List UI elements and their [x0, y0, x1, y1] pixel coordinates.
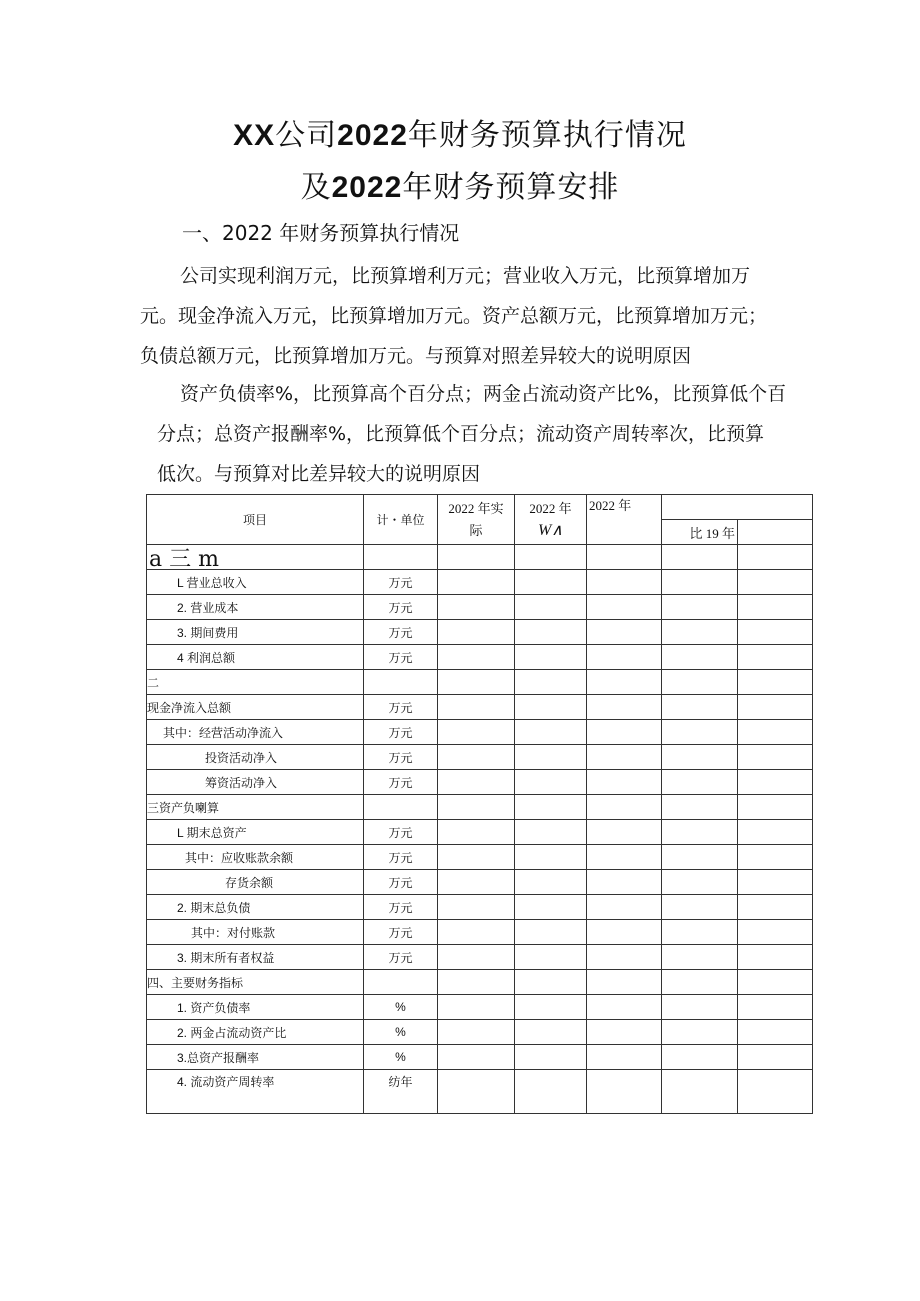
row-label: 其中：对付账款	[147, 920, 364, 945]
cell	[738, 720, 813, 745]
cell	[515, 1020, 587, 1045]
table-row	[147, 595, 813, 620]
paragraph-2-line-1: 资产负债率%，比预算高个百分点；两金占流动资产比%，比预算低个百	[180, 383, 787, 405]
cell	[438, 745, 515, 770]
table-row	[147, 945, 813, 970]
cell	[662, 570, 738, 595]
row-unit	[364, 795, 438, 820]
cell	[662, 870, 738, 895]
row-label: 其中：经营活动净流入	[147, 720, 364, 745]
row-unit: 万元	[364, 845, 438, 870]
cell	[515, 720, 587, 745]
cell	[587, 1070, 662, 1114]
cell	[438, 570, 515, 595]
row-unit: 万元	[364, 870, 438, 895]
row-label: 二	[147, 670, 364, 695]
row-label: 四、主要财务指标	[147, 970, 364, 995]
row-label: 1. 资产负债率	[147, 995, 364, 1020]
cell	[515, 595, 587, 620]
cell	[515, 770, 587, 795]
title2-prefix: 及	[300, 170, 332, 205]
cell	[515, 1045, 587, 1070]
table-row	[147, 720, 813, 745]
table-row	[147, 920, 813, 945]
cell	[438, 670, 515, 695]
header-actual	[438, 495, 515, 545]
cell	[738, 770, 813, 795]
row-unit: %	[364, 1020, 438, 1045]
cell	[738, 1020, 813, 1045]
header-actual-line-2: 际	[469, 522, 483, 538]
cell	[515, 795, 587, 820]
cell	[662, 695, 738, 720]
table-row	[147, 695, 813, 720]
row-unit: 万元	[364, 570, 438, 595]
cell	[662, 645, 738, 670]
cell	[587, 670, 662, 695]
cell	[515, 970, 587, 995]
cell	[515, 695, 587, 720]
cell	[438, 1070, 515, 1114]
table-row	[147, 770, 813, 795]
title-company-prefix: XX	[233, 119, 276, 152]
title-year: 2022	[337, 119, 408, 152]
row-label: 2. 营业成本	[147, 595, 364, 620]
cell	[438, 770, 515, 795]
cell	[587, 945, 662, 970]
table-row	[147, 545, 813, 570]
table-row	[147, 995, 813, 1020]
row-unit: 万元	[364, 695, 438, 720]
row-unit: 纺年	[364, 1070, 438, 1114]
cell	[438, 995, 515, 1020]
cell	[738, 995, 813, 1020]
header-unit: 计・单位	[364, 495, 438, 545]
paragraph-2-line-3: 低次。与预算对比差异较大的说明原因	[157, 463, 481, 485]
table-row	[147, 1020, 813, 1045]
title2-suffix: 年财务预算安排	[402, 170, 620, 205]
table-row	[147, 895, 813, 920]
cell	[587, 820, 662, 845]
row-unit	[364, 970, 438, 995]
cell	[587, 1045, 662, 1070]
cell	[438, 845, 515, 870]
row-label: L 期末总资产	[147, 820, 364, 845]
header-budget-line-2: W∧	[537, 521, 564, 539]
header-blank	[738, 520, 813, 545]
row-unit: %	[364, 1045, 438, 1070]
table-row	[147, 620, 813, 645]
cell	[738, 870, 813, 895]
cell	[587, 695, 662, 720]
row-unit: 万元	[364, 945, 438, 970]
row-label: 3.总资产报酬率	[147, 1045, 364, 1070]
document-title-line-1	[0, 110, 920, 154]
cell	[587, 1020, 662, 1045]
row-label: 筹资活动净入	[147, 770, 364, 795]
cell	[738, 920, 813, 945]
cell	[738, 845, 813, 870]
cell	[662, 595, 738, 620]
cell	[438, 595, 515, 620]
cell	[738, 595, 813, 620]
cell	[515, 670, 587, 695]
cell	[662, 895, 738, 920]
cell	[662, 620, 738, 645]
row-label: 3. 期末所有者权益	[147, 945, 364, 970]
header-budget-line-1: 2022 年	[529, 500, 572, 516]
table-row	[147, 1045, 813, 1070]
row-unit: 万元	[364, 645, 438, 670]
cell	[438, 795, 515, 820]
cell	[738, 545, 813, 570]
cell	[438, 545, 515, 570]
cell	[738, 945, 813, 970]
cell	[662, 745, 738, 770]
cell	[515, 995, 587, 1020]
row-unit: 万元	[364, 620, 438, 645]
cell	[662, 945, 738, 970]
cell	[515, 845, 587, 870]
cell	[662, 795, 738, 820]
cell	[587, 770, 662, 795]
cell	[515, 545, 587, 570]
table-row	[147, 745, 813, 770]
row-label: 2. 期末总负债	[147, 895, 364, 920]
cell	[587, 920, 662, 945]
cell	[587, 645, 662, 670]
cell	[587, 745, 662, 770]
cell	[587, 720, 662, 745]
cell	[438, 870, 515, 895]
cell	[662, 820, 738, 845]
cell	[738, 745, 813, 770]
cell	[662, 1070, 738, 1114]
cell	[662, 670, 738, 695]
cell	[587, 620, 662, 645]
section-heading-1: 一、2022 年财务预算执行情况	[182, 221, 460, 245]
table-row	[147, 845, 813, 870]
cell	[438, 1020, 515, 1045]
row-unit: 万元	[364, 720, 438, 745]
paragraph-1-line-1: 公司实现利润万元，比预算增利万元；营业收入万元，比预算增加万	[180, 265, 751, 287]
row-unit: %	[364, 995, 438, 1020]
header-compare-group	[662, 495, 813, 520]
row-unit: 万元	[364, 595, 438, 620]
cell	[438, 695, 515, 720]
budget-table	[146, 494, 813, 1114]
cell	[662, 845, 738, 870]
row-unit: 万元	[364, 745, 438, 770]
table-row	[147, 670, 813, 695]
title-company-word: 公司	[275, 118, 338, 153]
table-row	[147, 570, 813, 595]
header-item: 项目	[147, 495, 364, 545]
table-header-row-1	[147, 495, 813, 520]
table-row	[147, 870, 813, 895]
cell	[738, 670, 813, 695]
cell	[587, 895, 662, 920]
row-label: 投资活动净入	[147, 745, 364, 770]
cell	[662, 720, 738, 745]
cell	[738, 1070, 813, 1114]
cell	[515, 870, 587, 895]
paragraph-1-line-3: 负债总额万元，比预算增加万元。与预算对照差异较大的说明原因	[140, 345, 692, 367]
cell	[515, 620, 587, 645]
cell	[662, 545, 738, 570]
row-label: 2. 两金占流动资产比	[147, 1020, 364, 1045]
document-title-line-2	[0, 162, 920, 206]
title-suffix: 年财务预算执行情况	[407, 118, 687, 153]
cell	[738, 645, 813, 670]
cell	[515, 945, 587, 970]
cell	[587, 545, 662, 570]
cell	[515, 570, 587, 595]
cell	[662, 970, 738, 995]
row-label: 其中：应收账款余额	[147, 845, 364, 870]
row-label: 4. 流动资产周转率	[147, 1070, 364, 1114]
cell	[438, 1045, 515, 1070]
row-label: 存货余额	[147, 870, 364, 895]
table-row	[147, 795, 813, 820]
cell	[738, 795, 813, 820]
cell	[438, 720, 515, 745]
title2-year: 2022	[331, 171, 403, 204]
cell	[587, 595, 662, 620]
garbled-row-label: a 三 m	[147, 545, 364, 570]
paragraph-2-line-2: 分点；总资产报酬率%，比预算低个百分点；流动资产周转率次，比预算	[157, 423, 765, 445]
row-unit: 万元	[364, 920, 438, 945]
row-label: 3. 期间费用	[147, 620, 364, 645]
cell	[438, 945, 515, 970]
cell	[364, 545, 438, 570]
cell	[738, 1045, 813, 1070]
cell	[438, 970, 515, 995]
cell	[438, 895, 515, 920]
cell	[515, 920, 587, 945]
cell	[587, 845, 662, 870]
cell	[738, 570, 813, 595]
cell	[587, 795, 662, 820]
header-budget	[515, 495, 587, 545]
cell	[438, 820, 515, 845]
row-unit: 万元	[364, 895, 438, 920]
cell	[515, 745, 587, 770]
row-unit: 万元	[364, 820, 438, 845]
row-label: 4 利润总额	[147, 645, 364, 670]
row-unit	[364, 670, 438, 695]
cell	[587, 995, 662, 1020]
cell	[515, 820, 587, 845]
cell	[587, 870, 662, 895]
cell	[738, 970, 813, 995]
row-unit: 万元	[364, 770, 438, 795]
row-label: 三资产负喇算	[147, 795, 364, 820]
table-row	[147, 645, 813, 670]
header-compare: 比 19 年	[662, 520, 738, 545]
row-label: L 营业总收入	[147, 570, 364, 595]
cell	[738, 820, 813, 845]
row-label: 现金净流入总额	[147, 695, 364, 720]
table-row	[147, 1070, 813, 1114]
cell	[738, 895, 813, 920]
cell	[587, 570, 662, 595]
cell	[438, 645, 515, 670]
table-row	[147, 820, 813, 845]
header-actual-line-1: 2022 年实	[448, 500, 504, 516]
paragraph-1-line-2: 元。现金净流入万元，比预算增加万元。资产总额万元，比预算增加万元；	[140, 305, 768, 327]
cell	[515, 1070, 587, 1114]
cell	[662, 1020, 738, 1045]
cell	[587, 970, 662, 995]
header-col5: 2022 年	[587, 495, 662, 545]
cell	[515, 645, 587, 670]
cell	[438, 620, 515, 645]
cell	[662, 995, 738, 1020]
cell	[738, 620, 813, 645]
cell	[662, 920, 738, 945]
cell	[515, 895, 587, 920]
table-row	[147, 970, 813, 995]
cell	[662, 770, 738, 795]
cell	[438, 920, 515, 945]
cell	[662, 1045, 738, 1070]
cell	[738, 695, 813, 720]
